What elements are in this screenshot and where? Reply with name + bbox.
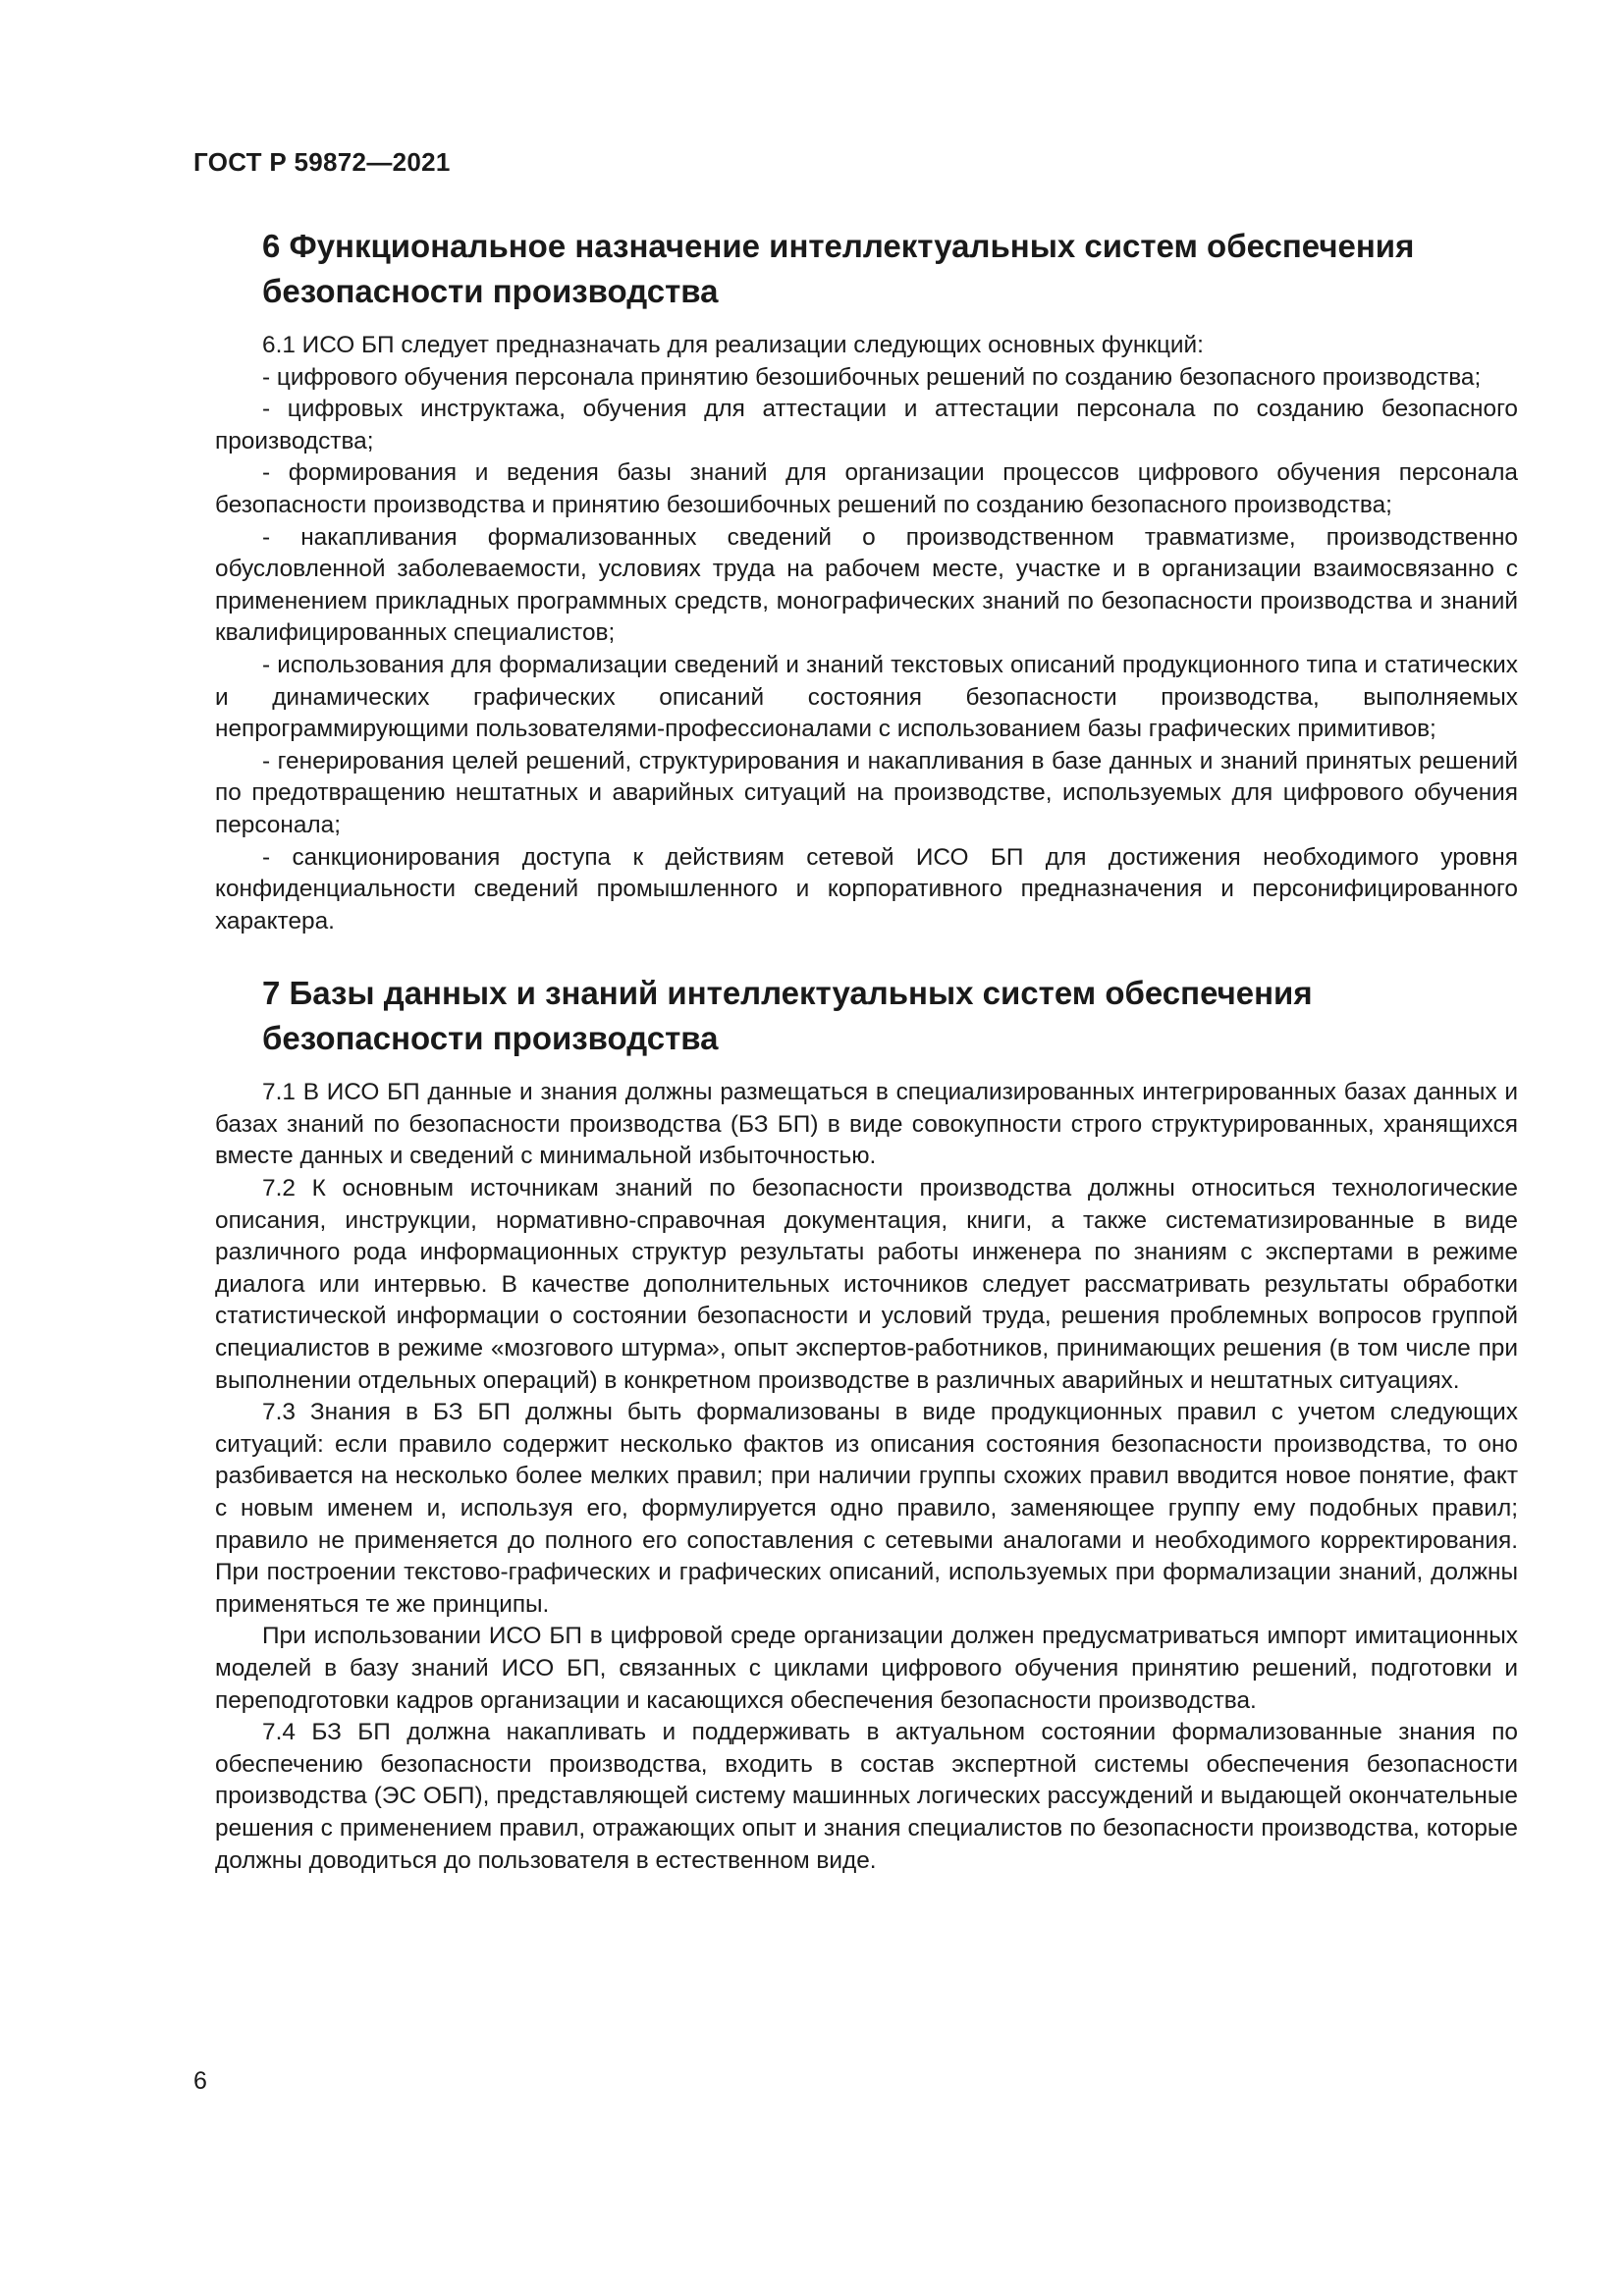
section-7-paragraph: 7.1 В ИСО БП данные и знания должны размещаться в специализированных интегрированных базах данных и базах знаний по безопасности производства (БЗ БП) в виде совокупности строго структурированных, хранящихся вместе данных и сведений с минимальной избыточностью. xyxy=(215,1079,1518,1170)
document-code-header: ГОСТ Р 59872—2021 xyxy=(193,147,451,177)
section-7-paragraph: При использовании ИСО БП в цифровой среде организации должен предусматриваться импорт имитационных моделей в базу знаний ИСО БП, связанных с циклами цифрового обучения принятию решений, подготовки и переподготовки кадров организации и касающихся обеспечения безопасности производства. xyxy=(215,1623,1518,1714)
section-6-list-item: - накапливания формализованных сведений о производственном травматизме, производственно обусловленной заболеваемости, условиях труда на рабочем месте, участке и в организации взаимосвязанно с применением прикладных программных средств, монографических знаний по безопасности производства и знаний квалифицированных специалистов; xyxy=(215,523,1518,647)
section-6-list-item: - санкционирования доступа к действиям сетевой ИСО БП для достижения необходимого уровня конфиденциальности сведений промышленного и корпоративного предназначения и персонифицированного характера. xyxy=(215,843,1518,934)
section-7-paragraph: 7.4 БЗ БП должна накапливать и поддерживать в актуальном состоянии формализованные знания по обеспечению безопасности производства, входить в состав экспертной системы обеспечения безопасности производства (ЭС ОБП), представляющей систему машинных логических рассуждений и выдающей окончательные решения с применением правил, отражающих опыт и знания специалистов по безопасности производства, которые должны доводиться до пользователя в естественном виде. xyxy=(215,1719,1518,1874)
section-6-list-item: - цифровых инструктажа, обучения для аттестации и аттестации персонала по созданию безопасного производства; xyxy=(215,396,1518,454)
page-content xyxy=(215,224,1518,1877)
section-6-list-item: - цифрового обучения персонала принятию безошибочных решений по созданию безопасного производства; xyxy=(262,363,1482,391)
section-7-title: 7 Базы данных и знаний интеллектуальных систем обеспечения безопасности производства xyxy=(262,975,1313,1057)
section-7-paragraph: 7.3 Знания в БЗ БП должны быть формализованы в виде продукционных правил с учетом следующих ситуаций: если правило содержит несколько фактов из описания состояния безопасности производства, то оно разбивается на несколько более мелких правил; при наличии группы схожих правил вводится новое понятие, факт с новым именем и, используя его, формулируется одно правило, заменяющее группу ему подобных правил; правило не применяется до полного его сопоставления с сетевыми аналогами и необходимого корректирования. При построении текстово-графических и графических описаний, используемых при формализации знаний, должны применяться те же принципы. xyxy=(215,1399,1518,1618)
section-6-list-item: - формирования и ведения базы знаний для организации процессов цифрового обучения персонала безопасности производства и принятию безошибочных решений по созданию безопасного производства; xyxy=(215,459,1518,518)
page-number: 6 xyxy=(193,2067,207,2095)
section-6-paragraph: 6.1 ИСО БП следует предназначать для реализации следующих основных функций: xyxy=(262,332,1204,358)
section-7-paragraph: 7.2 К основным источникам знаний по безопасности производства должны относиться технологические описания, инструкции, нормативно-справочная документация, книги, а также систематизированные в виде различного рода информационных структур результаты работы инженера по знаниям с экспертами в режиме диалога или интервью. В качестве дополнительных источников следует рассматривать результаты обработки статистической информации о состоянии безопасности и условий труда, решения проблемных вопросов группой специалистов в режиме «мозгового штурма», опыт экспертов-работников, принимающих решения (в том числе при выполнении отдельных операций) в конкретном производстве в различных аварийных и нештатных ситуациях. xyxy=(215,1175,1518,1394)
section-6-title: 6 Функциональное назначение интеллектуальных систем обеспечения безопасности производства xyxy=(262,228,1415,309)
section-6-list-item: - использования для формализации сведений и знаний текстовых описаний продукционного типа и статических и динамических графических описаний состояния безопасности производства, выполняемых непрограммирующими пользователями-профессионалами с использованием базы графических примитивов; xyxy=(215,651,1518,743)
section-6-list-item: - генерирования целей решений, структурирования и накапливания в базе данных и знаний принятых решений по предотвращению нештатных и аварийных ситуаций на производстве, используемых для цифрового обучения персонала; xyxy=(215,747,1518,838)
